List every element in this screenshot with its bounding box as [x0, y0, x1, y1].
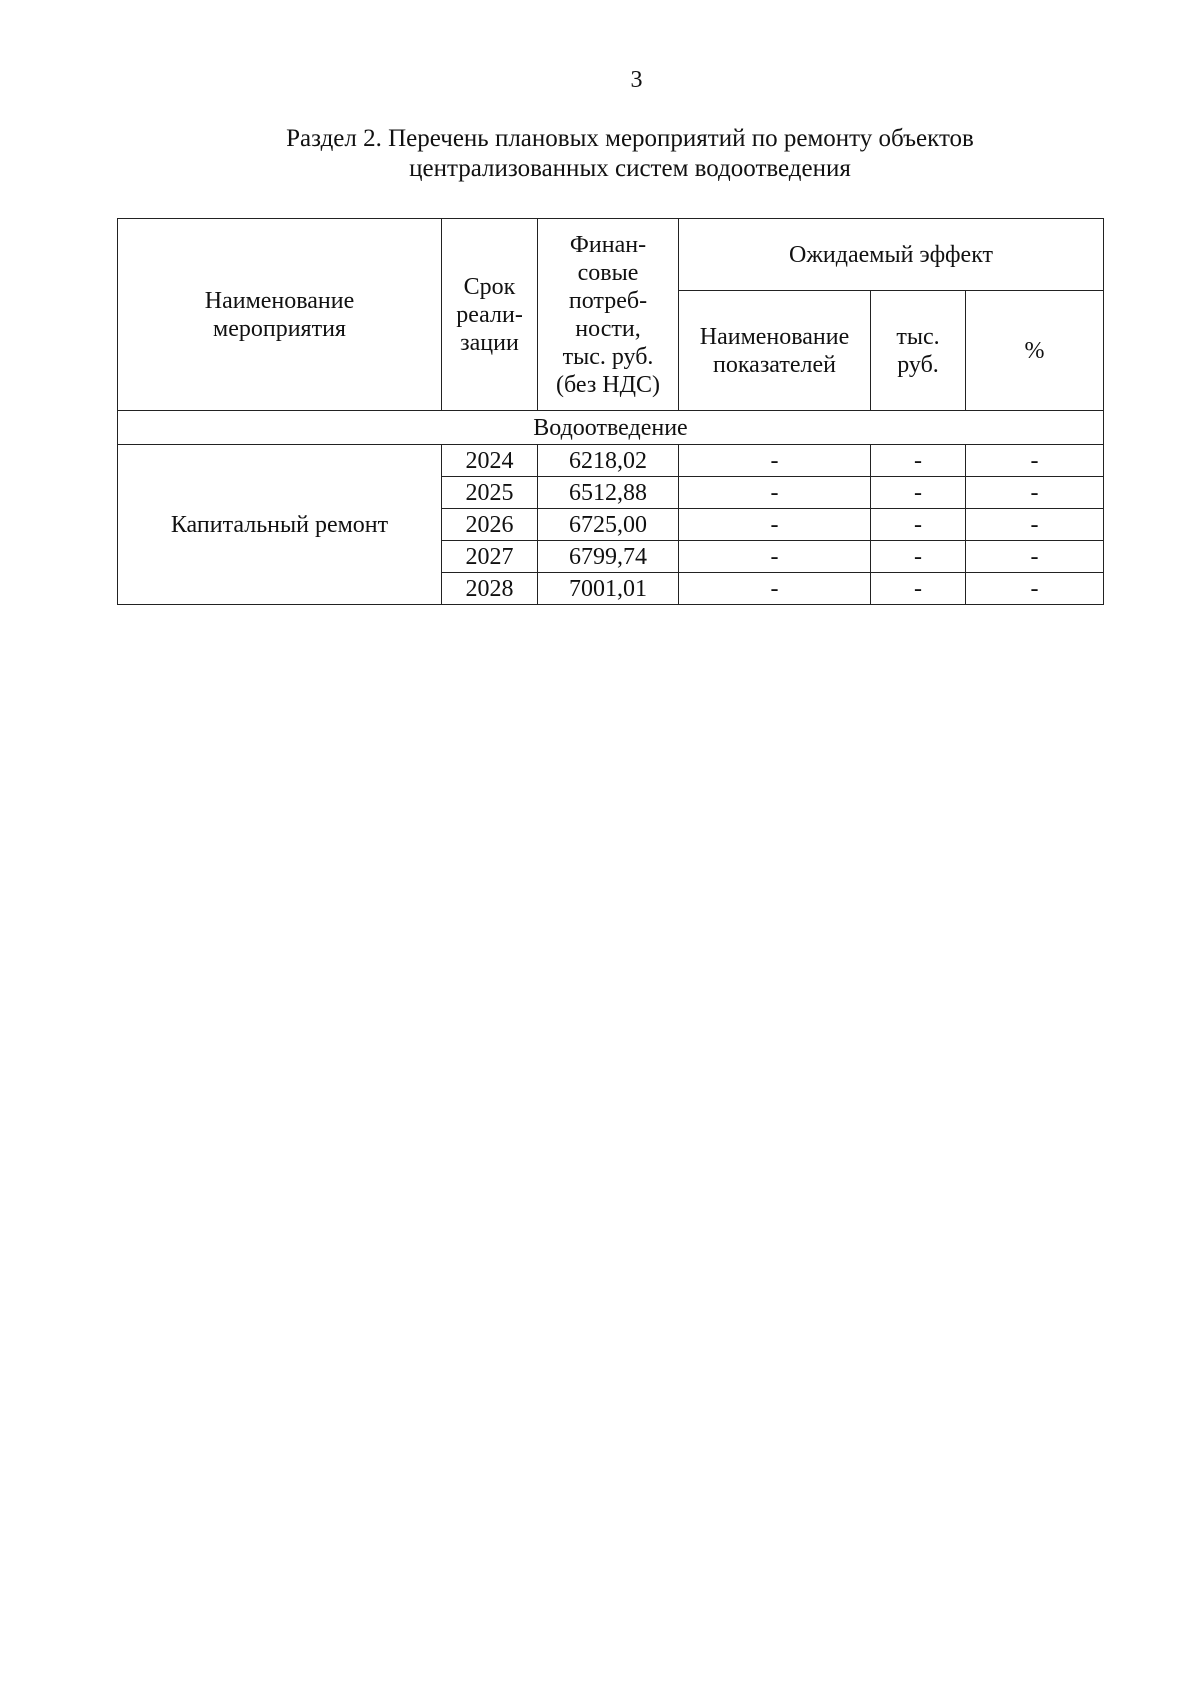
cell-indicator: - — [679, 477, 871, 509]
cell-percent: - — [966, 509, 1104, 541]
header-term: Срок реали- зации — [442, 219, 538, 411]
cell-year: 2027 — [442, 541, 538, 573]
header-row-1 — [118, 219, 1104, 291]
group-label: Водоотведение — [118, 411, 1104, 445]
cell-finance: 6512,88 — [538, 477, 679, 509]
table-row — [118, 445, 1104, 477]
cell-percent: - — [966, 477, 1104, 509]
cell-year: 2026 — [442, 509, 538, 541]
cell-indicator: - — [679, 541, 871, 573]
cell-finance: 6725,00 — [538, 509, 679, 541]
cell-finance: 6218,02 — [538, 445, 679, 477]
cell-finance: 6799,74 — [538, 541, 679, 573]
section-title-line-1: Раздел 2. Перечень плановых мероприятий по ремонту объектов — [286, 125, 974, 152]
cell-rub: - — [871, 573, 966, 605]
cell-percent: - — [966, 541, 1104, 573]
header-activity-name: Наименование мероприятия — [118, 219, 442, 411]
cell-year: 2028 — [442, 573, 538, 605]
header-indicators: Наименование показателей — [679, 291, 871, 411]
cell-year: 2024 — [442, 445, 538, 477]
cell-finance: 7001,01 — [538, 573, 679, 605]
header-percent: % — [966, 291, 1104, 411]
header-finance: Финан- совые потреб- ности, тыс. руб. (без НДС) — [538, 219, 679, 411]
header-thousand-rub: тыс. руб. — [871, 291, 966, 411]
cell-rub: - — [871, 541, 966, 573]
cell-percent: - — [966, 573, 1104, 605]
header-expected-effect: Ожидаемый эффект — [679, 219, 1104, 291]
activities-table — [117, 218, 1104, 605]
cell-year: 2025 — [442, 477, 538, 509]
cell-indicator: - — [679, 573, 871, 605]
cell-rub: - — [871, 509, 966, 541]
section-title-line-2: централизованных систем водоотведения — [409, 155, 851, 182]
page-number: 3 — [630, 67, 643, 93]
cell-indicator: - — [679, 509, 871, 541]
cell-rub: - — [871, 445, 966, 477]
activity-name: Капитальный ремонт — [118, 445, 442, 605]
section-title — [230, 124, 1030, 184]
cell-rub: - — [871, 477, 966, 509]
group-row — [118, 411, 1104, 445]
cell-indicator: - — [679, 445, 871, 477]
cell-percent: - — [966, 445, 1104, 477]
